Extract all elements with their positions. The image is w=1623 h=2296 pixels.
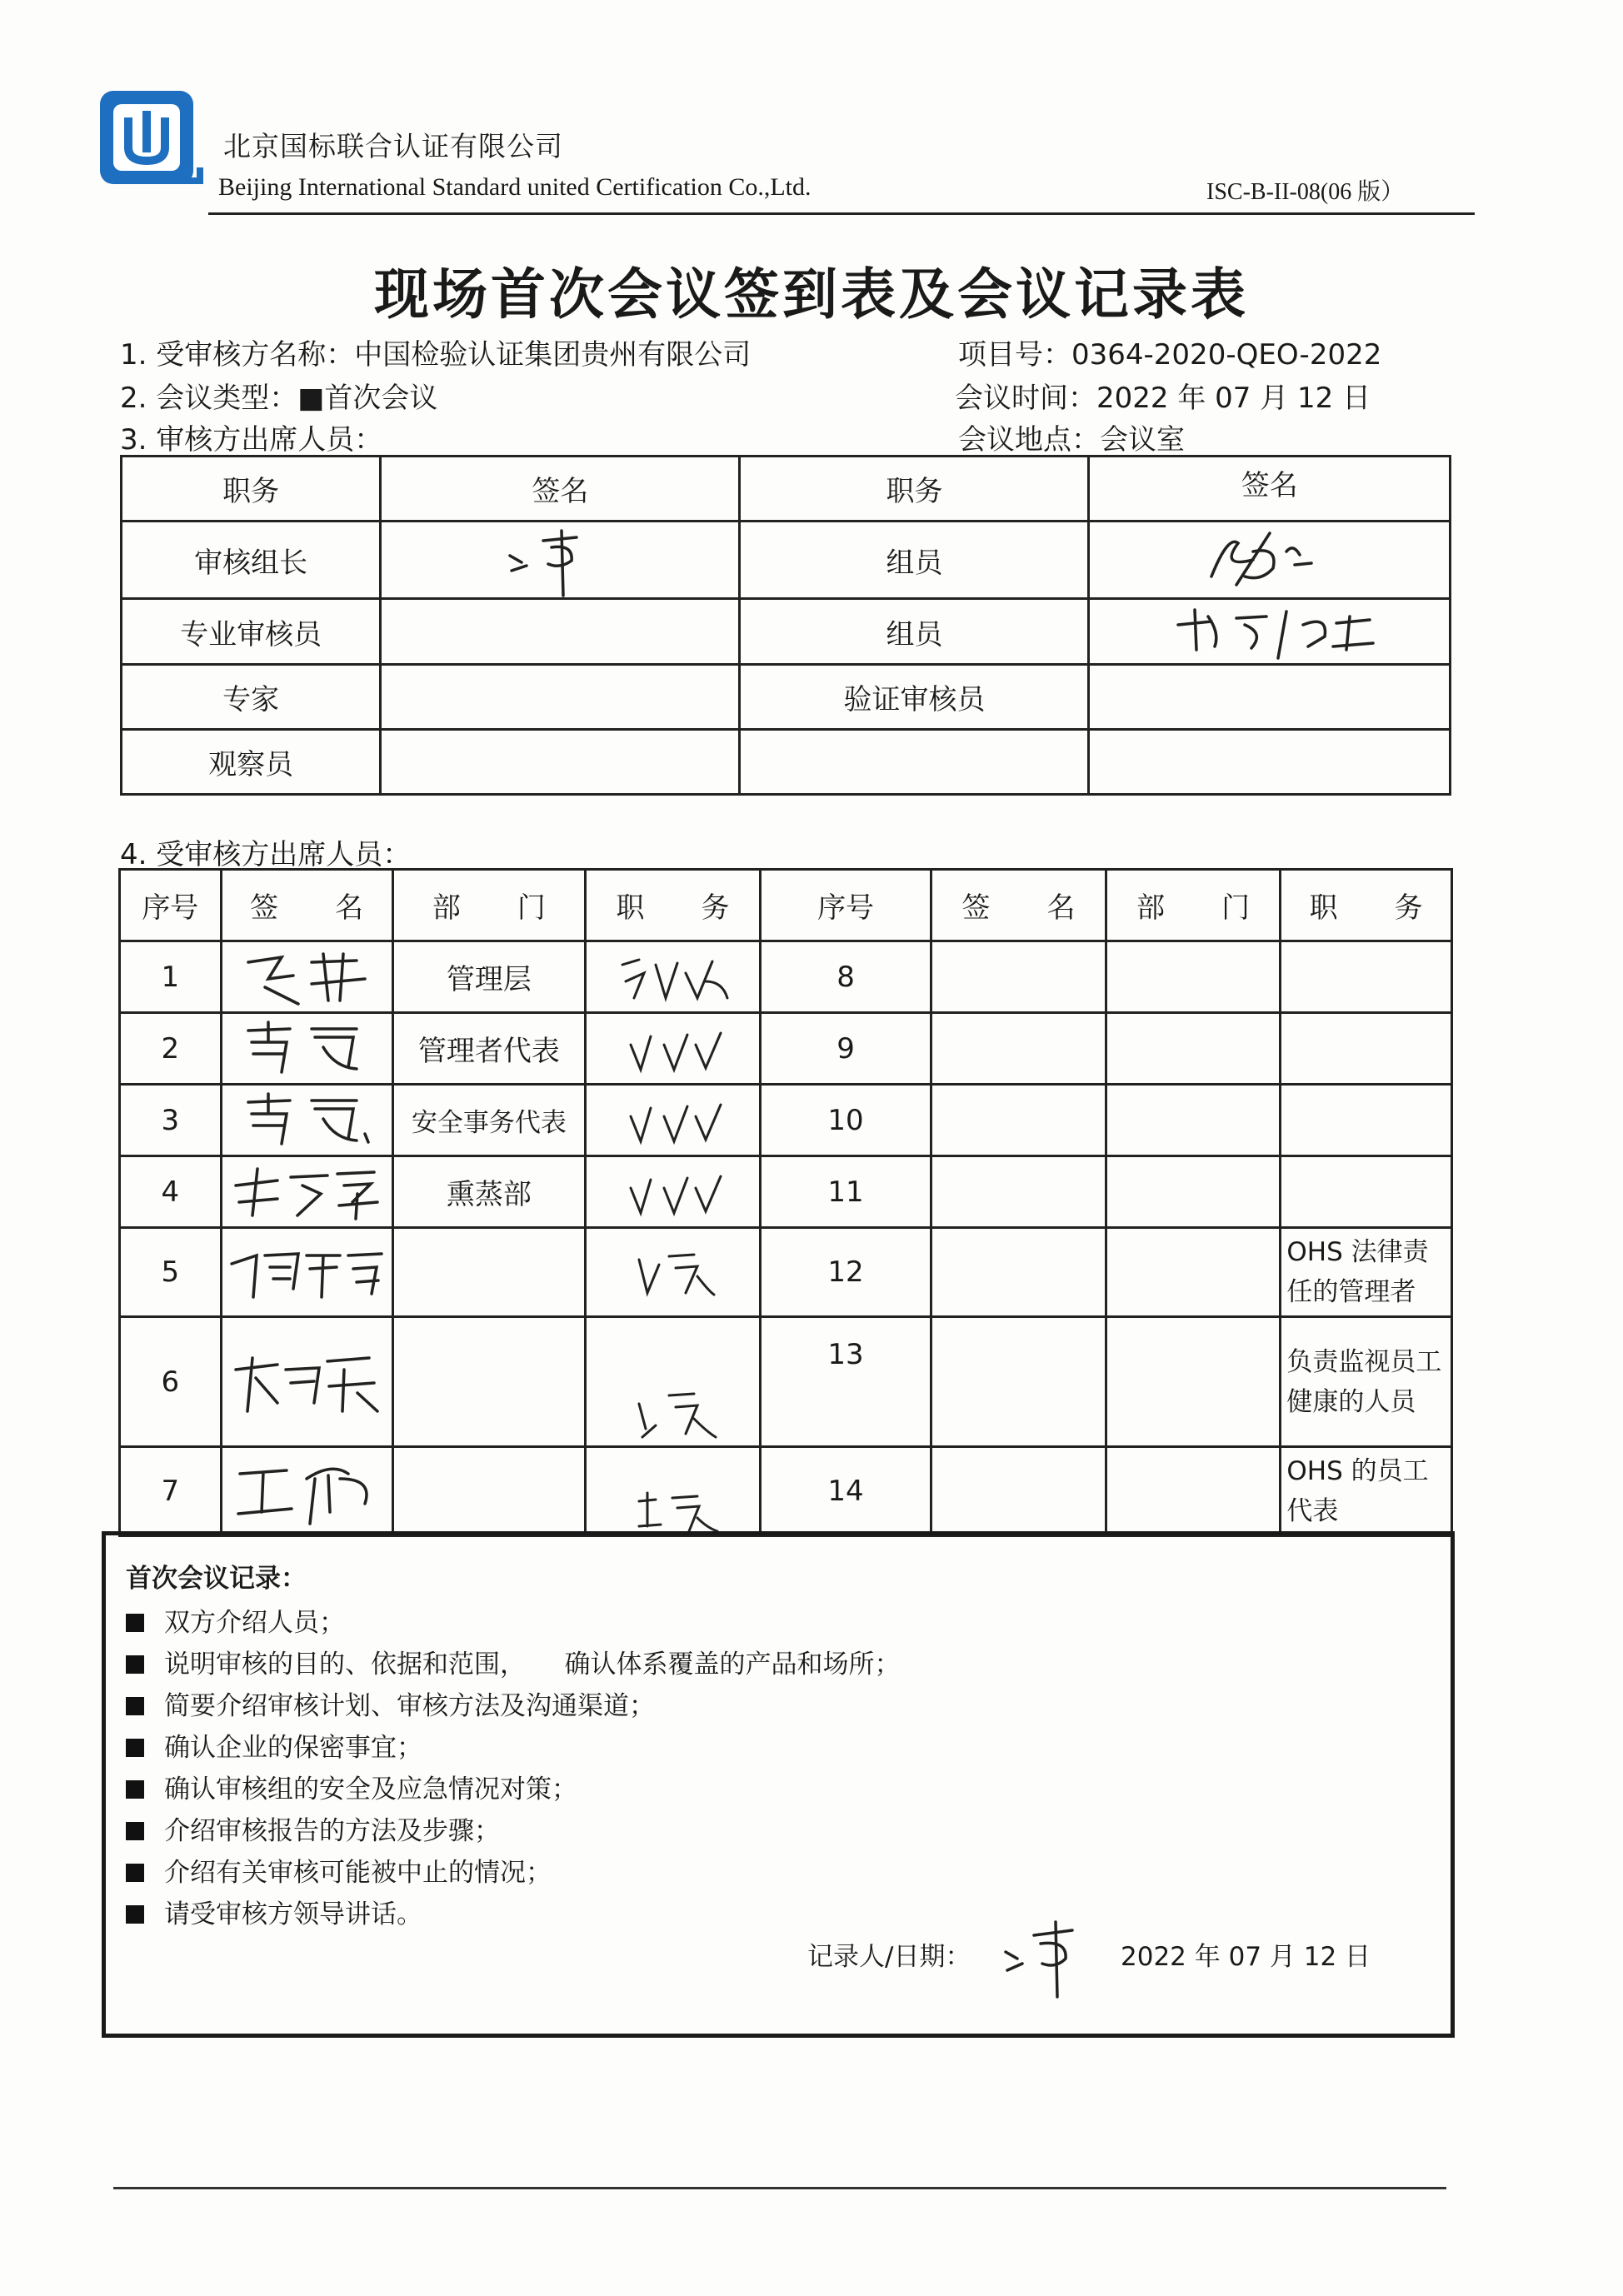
- row-number: 13: [760, 1317, 931, 1447]
- list-item-text: 介绍审核报告的方法及步骤；: [164, 1816, 500, 1846]
- role-cell: 专家: [122, 665, 381, 730]
- square-bullet-icon: [126, 1697, 144, 1715]
- list-item: [126, 1894, 901, 1935]
- position-cell: [1281, 1085, 1452, 1156]
- auditee-label: 1. 受审核方名称：: [120, 338, 355, 372]
- meeting-type-value: ■首次会议: [297, 382, 438, 415]
- position-signature-cell: [586, 1317, 761, 1447]
- list-item-text: 请受审核方领导讲话。: [164, 1899, 422, 1929]
- position-signature-cell: [586, 1013, 761, 1085]
- signature-cell: [931, 941, 1106, 1013]
- table-header-row: [122, 457, 1451, 522]
- signature-cell: [221, 1228, 392, 1317]
- meeting-records-box: [102, 1531, 1455, 2038]
- department-cell: [1106, 1447, 1281, 1536]
- row-number: 14: [760, 1447, 931, 1536]
- position-cell: OHS 法律责任的管理者: [1281, 1228, 1452, 1317]
- signature-cell: [221, 1013, 392, 1085]
- handwritten-signature: [606, 1020, 739, 1078]
- table-header-row: [120, 870, 1452, 941]
- department-cell: [392, 1317, 585, 1447]
- department-cell: [1106, 941, 1281, 1013]
- meeting-place-value: 会议室: [1100, 423, 1185, 457]
- handwritten-signature: [1186, 527, 1353, 593]
- role-cell: 专业审核员: [122, 599, 381, 665]
- meeting-time-value: 2022 年 07 月 12 日: [1096, 382, 1371, 415]
- role-cell: 组员: [740, 599, 1089, 665]
- role-cell: 组员: [740, 522, 1089, 599]
- row-number: 10: [760, 1085, 931, 1156]
- position-cell: [1281, 1156, 1452, 1228]
- header-cell: 职务: [122, 457, 381, 522]
- position-cell: [1281, 1013, 1452, 1085]
- position-signature-cell: [586, 1447, 761, 1536]
- department-cell: [392, 1228, 585, 1317]
- header-cell: 部 门: [392, 870, 585, 941]
- row-number: 5: [120, 1228, 222, 1317]
- auditee-name-line: [120, 332, 751, 372]
- signature-cell: [221, 1156, 392, 1228]
- list-item-text: 确认审核组的安全及应急情况对策；: [164, 1774, 577, 1804]
- square-bullet-icon: [126, 1864, 144, 1882]
- signature-cell: [381, 599, 740, 665]
- row-number: 9: [760, 1013, 931, 1085]
- header-cell: 职务: [740, 457, 1089, 522]
- signature-cell: [931, 1085, 1106, 1156]
- row-number: 3: [120, 1085, 222, 1156]
- position-signature-cell: [586, 1228, 761, 1317]
- list-item: [126, 1810, 901, 1852]
- signature-cell: [1089, 730, 1451, 795]
- handwritten-signature: [232, 946, 382, 1009]
- signature-cell: [381, 730, 740, 795]
- handwritten-signature: [606, 1091, 739, 1150]
- handwritten-signature: [606, 1163, 739, 1221]
- records-title: 首次会议记录：: [126, 1564, 307, 1594]
- list-item: [126, 1769, 901, 1810]
- list-item: [126, 1727, 901, 1769]
- row-number: 4: [120, 1156, 222, 1228]
- handwritten-signature: [232, 1017, 382, 1081]
- handwritten-signature: [227, 1160, 386, 1224]
- list-item-text: 确认企业的保密事宜；: [164, 1733, 422, 1763]
- list-item: [126, 1644, 901, 1685]
- meeting-place-label: 会议地点：: [958, 423, 1100, 457]
- table-row: [120, 1228, 1452, 1317]
- role-cell: 观察员: [122, 730, 381, 795]
- meeting-type-label: 2. 会议类型：: [120, 382, 298, 415]
- handwritten-signature: [614, 1485, 731, 1535]
- list-item-text: 介绍有关审核可能被中止的情况；: [164, 1858, 552, 1888]
- department-cell: [1106, 1013, 1281, 1085]
- table-row: [120, 1447, 1452, 1536]
- position-cell: 负责监视员工健康的人员: [1281, 1317, 1452, 1447]
- table-row: [120, 1085, 1452, 1156]
- recorder-label: 记录人/日期：: [807, 1942, 971, 1972]
- project-value: 0364-2020-QEO-2022: [1071, 338, 1382, 372]
- department-cell: [1106, 1156, 1281, 1228]
- row-number: 1: [120, 941, 222, 1013]
- meeting-time-label: 会议时间：: [955, 382, 1096, 415]
- row-number: 12: [760, 1228, 931, 1317]
- signature-cell: [931, 1447, 1106, 1536]
- signature-cell: [931, 1228, 1106, 1317]
- audit-attendees-label: 3. 审核方出席人员：: [120, 423, 383, 457]
- header-cell: 签 名: [221, 870, 392, 941]
- position-signature-cell: [586, 1156, 761, 1228]
- list-item-text: 双方介绍人员；: [164, 1608, 345, 1638]
- footer-divider: [113, 2187, 1446, 2189]
- row-number: 11: [760, 1156, 931, 1228]
- isc-logo-icon: [97, 87, 203, 192]
- list-item: [126, 1602, 901, 1644]
- list-item: [126, 1852, 901, 1894]
- department-cell: [1106, 1317, 1281, 1447]
- meeting-time-line: [955, 375, 1371, 416]
- auditee-attendees-label: 4. 受审核方出席人员：: [120, 838, 412, 871]
- list-item: [126, 1685, 901, 1727]
- header-cell: 序号: [120, 870, 222, 941]
- table-row: [122, 522, 1451, 599]
- handwritten-signature: [1161, 600, 1378, 663]
- header-cell: 职 务: [586, 870, 761, 941]
- square-bullet-icon: [126, 1822, 144, 1840]
- meeting-type-line: [120, 375, 437, 416]
- list-item-text: 说明审核的目的、依据和范围， 确认体系覆盖的产品和场所；: [164, 1650, 901, 1680]
- position-signature-cell: [586, 1085, 761, 1156]
- role-cell: 验证审核员: [740, 665, 1089, 730]
- role-cell: 审核组长: [122, 522, 381, 599]
- header-cell: 部 门: [1106, 870, 1281, 941]
- header-cell: 职 务: [1281, 870, 1452, 941]
- handwritten-signature: [232, 1089, 382, 1152]
- role-cell: [740, 730, 1089, 795]
- signature-cell: [931, 1317, 1106, 1447]
- audit-team-table: [120, 455, 1451, 796]
- department-cell: [392, 1447, 585, 1536]
- row-number: 7: [120, 1447, 222, 1536]
- signature-cell: [931, 1013, 1106, 1085]
- handwritten-signature: [997, 1910, 1106, 2002]
- table-row: [120, 1317, 1452, 1447]
- signature-cell: [221, 1447, 392, 1536]
- company-name-en: Beijing International Standard united Certification Co.,Ltd.: [218, 173, 812, 201]
- company-name-cn: 北京国标联合认证有限公司: [223, 130, 563, 162]
- page-title: 现场首次会议签到表及会议记录表: [374, 262, 1249, 327]
- signature-cell: [221, 1317, 392, 1447]
- table-row: [120, 1156, 1452, 1228]
- signature-cell: [221, 1085, 392, 1156]
- auditee-attendees-table: [118, 868, 1453, 1537]
- row-number: 6: [120, 1317, 222, 1447]
- header-cell: 签名: [1089, 457, 1451, 522]
- square-bullet-icon: [126, 1780, 144, 1799]
- table-row: [120, 1013, 1452, 1085]
- header-divider: [208, 212, 1475, 215]
- header-cell: 签 名: [931, 870, 1106, 941]
- square-bullet-icon: [126, 1614, 144, 1632]
- department-cell: 管理层: [392, 941, 585, 1013]
- signature-cell: [1089, 599, 1451, 665]
- signature-cell: [221, 941, 392, 1013]
- handwritten-signature: [606, 948, 739, 1006]
- position-signature-cell: [586, 941, 761, 1013]
- department-cell: 熏蒸部: [392, 1156, 585, 1228]
- project-number-line: [958, 332, 1381, 372]
- meeting-place-line: [958, 417, 1185, 457]
- handwritten-signature: [223, 1454, 390, 1529]
- signature-cell: [1089, 665, 1451, 730]
- handwritten-signature: [614, 1243, 731, 1301]
- department-cell: 管理者代表: [392, 1013, 585, 1085]
- square-bullet-icon: [126, 1655, 144, 1674]
- header-cell: 签名: [381, 457, 740, 522]
- document-code: ISC-B-II-08(06 版）: [1206, 179, 1405, 205]
- department-cell: [1106, 1228, 1281, 1317]
- row-number: 8: [760, 941, 931, 1013]
- handwritten-signature: [493, 522, 627, 597]
- square-bullet-icon: [126, 1739, 144, 1757]
- list-item-text: 简要介绍审核计划、审核方法及沟通渠道；: [164, 1691, 655, 1721]
- records-list: [126, 1602, 901, 1935]
- signature-cell: [1089, 522, 1451, 599]
- signature-cell: [381, 522, 740, 599]
- auditee-value: 中国检验认证集团贵州有限公司: [354, 338, 752, 372]
- signature-cell: [381, 665, 740, 730]
- position-cell: OHS 的员工代表: [1281, 1447, 1452, 1536]
- department-cell: 安全事务代表: [392, 1085, 585, 1156]
- handwritten-signature: [614, 1379, 731, 1445]
- table-row: [122, 665, 1451, 730]
- square-bullet-icon: [126, 1905, 144, 1924]
- signature-cell: [931, 1156, 1106, 1228]
- project-label: 项目号：: [958, 338, 1071, 372]
- position-cell: [1281, 941, 1452, 1013]
- handwritten-signature: [223, 1239, 390, 1305]
- table-row: [120, 941, 1452, 1013]
- table-row: [122, 599, 1451, 665]
- table-row: [122, 730, 1451, 795]
- recorder-date: 2022 年 07 月 12 日: [1121, 1942, 1371, 1972]
- handwritten-signature: [227, 1345, 386, 1420]
- row-number: 2: [120, 1013, 222, 1085]
- header-cell: 序号: [760, 870, 931, 941]
- department-cell: [1106, 1085, 1281, 1156]
